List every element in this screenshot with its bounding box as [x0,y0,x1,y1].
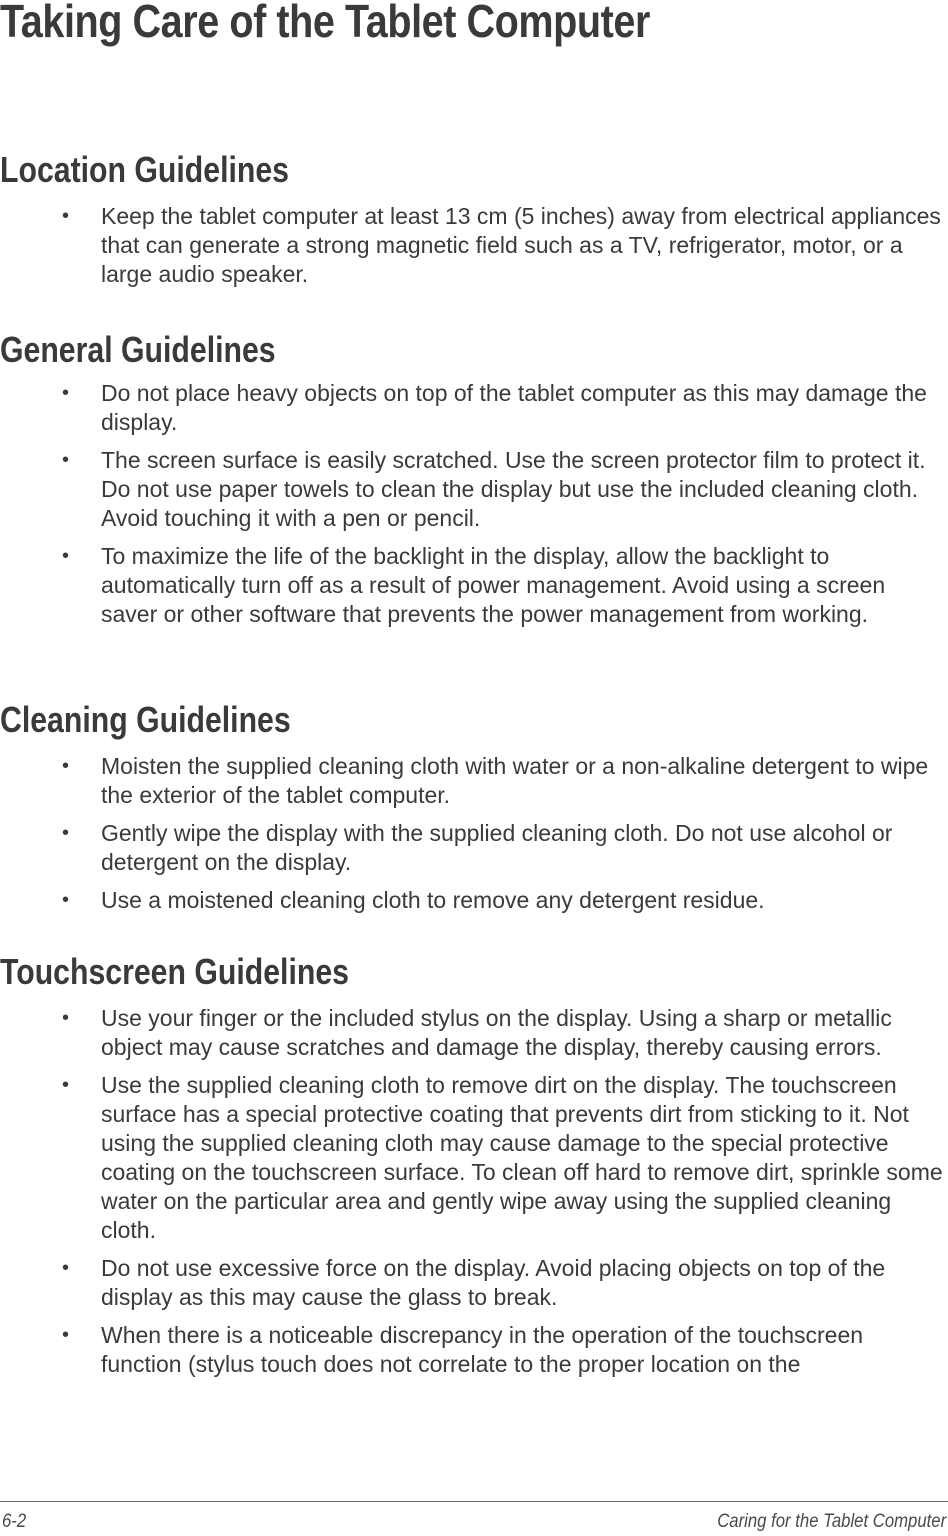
section-touchscreen-guidelines [0,952,948,1379]
list-item-text: Do not use excessive force on the display. Avoid placing objects on top of the display as this may cause the glass to break. [101,1255,886,1310]
bullet-list [0,1004,948,1379]
footer-chapter-title: Caring for the Tablet Computer [717,1511,946,1532]
list-item-text: To maximize the life of the backlight in the display, allow the backlight to automatically turn off as a result of power management. Avoid using a screen saver or other software that prevents the power management from working. [101,543,886,627]
bullet-icon: • [62,449,70,471]
list-item [0,202,948,289]
list-item [0,886,948,915]
list-item [0,1004,948,1062]
bullet-icon: • [62,822,70,844]
list-item-text: The screen surface is easily scratched. Use the screen protector film to protect it. Do not use paper towels to clean the display but use the included cleaning cloth. Avoid touching it with a pen or pencil. [101,447,926,531]
list-item [0,542,948,629]
list-item-text: Gently wipe the display with the supplied cleaning cloth. Do not use alcohol or detergent on the display. [101,820,893,875]
bullet-icon: • [62,755,70,777]
section-heading: General Guidelines [0,329,276,370]
bullet-icon: • [62,382,70,404]
list-item [0,446,948,533]
list-item-text: When there is a noticeable discrepancy in the operation of the touchscreen function (stylus touch does not correlate to the proper location on the [101,1322,864,1377]
page-title: Taking Care of the Tablet Computer [0,0,650,47]
footer-divider [0,1501,948,1502]
footer-page-number: 6-2 [2,1511,27,1532]
bullet-icon: • [62,1007,70,1029]
list-item [0,1071,948,1245]
list-item [0,819,948,877]
list-item-text: Use the supplied cleaning cloth to remove dirt on the display. The touchscreen surface has a special protective coating that prevents dirt from sticking to it. Not using the supplied cleaning cloth may cause damage to the special protective coating on the touchscreen surface. To clean off hard to remove dirt, sprinkle some water on the particular area and gently wipe away using the supplied cleaning cloth. [101,1072,943,1243]
list-item [0,1254,948,1312]
list-item [0,752,948,810]
list-item [0,1321,948,1379]
list-item-text: Use a moistened cleaning cloth to remove any detergent residue. [101,887,765,913]
list-item-text: Moisten the supplied cleaning cloth with water or a non-alkaline detergent to wipe the exterior of the tablet computer. [101,753,929,808]
bullet-icon: • [62,1074,70,1096]
section-heading: Cleaning Guidelines [0,699,291,740]
section-general-guidelines [0,330,948,629]
bullet-icon: • [62,205,70,227]
list-item-text: Do not place heavy objects on top of the tablet computer as this may damage the display. [101,380,927,435]
section-heading: Location Guidelines [0,149,289,190]
bullet-icon: • [62,889,70,911]
section-location-guidelines [0,150,948,289]
bullet-list [0,379,948,629]
list-item-text: Use your finger or the included stylus on the display. Using a sharp or metallic object may cause scratches and damage the display, thereby causing errors. [101,1005,892,1060]
bullet-icon: • [62,545,70,567]
bullet-list [0,202,948,289]
list-item [0,379,948,437]
section-heading: Touchscreen Guidelines [0,951,349,992]
list-item-text: Keep the tablet computer at least 13 cm (5 inches) away from electrical appliances that can generate a strong magnetic field such as a TV, refrigerator, motor, or a large audio speaker. [101,203,941,287]
bullet-icon: • [62,1257,70,1279]
bullet-list [0,752,948,915]
section-cleaning-guidelines [0,700,948,915]
bullet-icon: • [62,1324,70,1346]
